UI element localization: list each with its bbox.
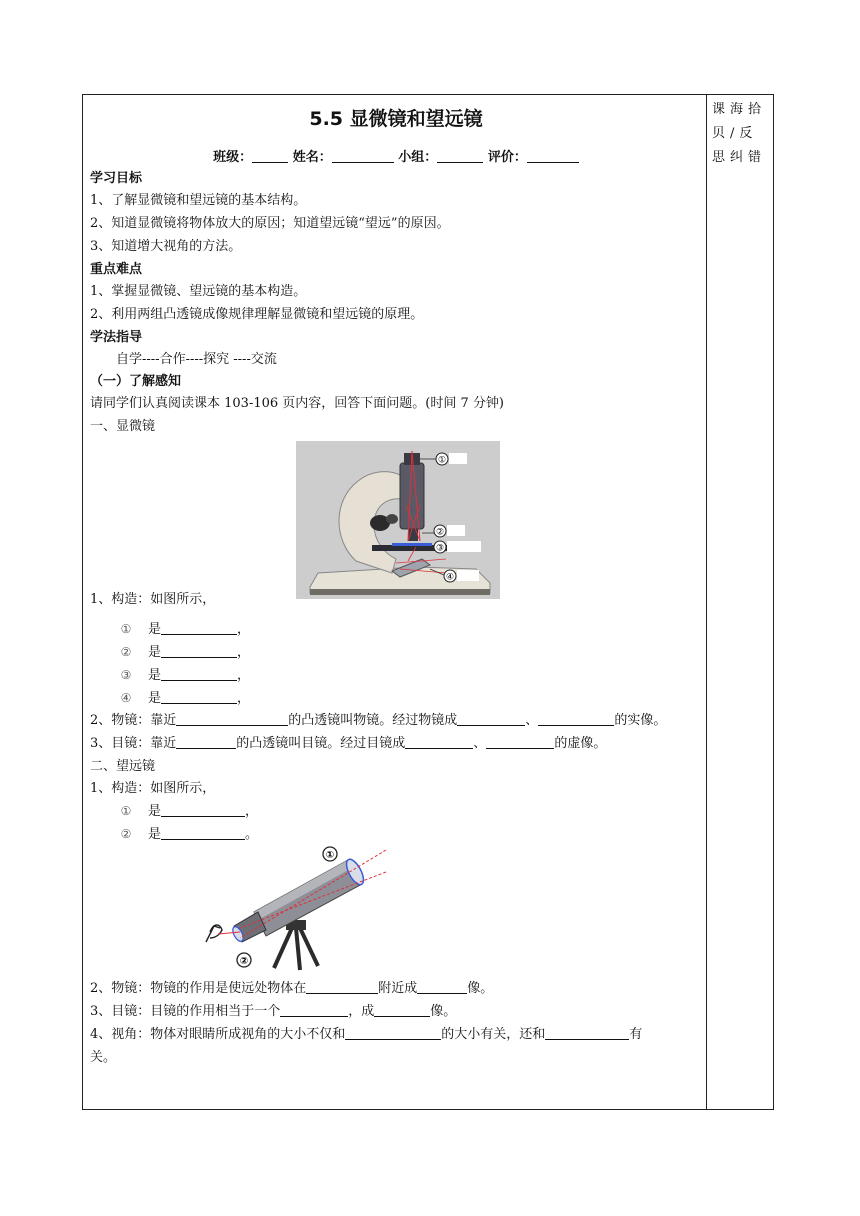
group-blank[interactable] xyxy=(437,150,483,163)
method-text: 自学----合作----探究 ----交流 xyxy=(116,352,277,367)
item-number: ① xyxy=(120,622,132,636)
class-label: 班级： xyxy=(213,150,253,165)
text-segment: 的实像。 xyxy=(614,713,667,728)
telescope-angle-tail: 关。 xyxy=(90,1050,117,1065)
name-blank[interactable] xyxy=(332,150,394,163)
column-divider xyxy=(706,94,707,1110)
item-number: ③ xyxy=(120,668,132,682)
method-heading: 学法指导 xyxy=(90,330,143,345)
item-number: ② xyxy=(120,827,132,841)
answer-blank[interactable] xyxy=(280,1004,348,1017)
answer-blank[interactable] xyxy=(486,736,554,749)
item-text: 是 xyxy=(148,827,162,842)
microscope-heading: 一、显微镜 xyxy=(90,419,156,434)
answer-blank[interactable] xyxy=(161,622,237,635)
text-segment: 的凸透镜叫目镜。经过目镜成 xyxy=(236,736,406,751)
microscope-structure-label: 1、构造：如图所示， xyxy=(90,592,216,607)
answer-blank[interactable] xyxy=(545,1027,629,1040)
telescope-angle-line xyxy=(90,1023,642,1042)
answer-blank[interactable] xyxy=(176,736,236,749)
keypoint-item: 1、掌握显微镜、望远镜的基本构造。 xyxy=(90,284,307,299)
telescope-callout-label: ① xyxy=(325,850,335,861)
item-number: ② xyxy=(120,645,132,659)
microscope-item: ④ 是 ， xyxy=(118,687,250,706)
objective-item: 3、知道增大视角的方法。 xyxy=(90,239,242,254)
answer-blank[interactable] xyxy=(161,668,237,681)
text-segment: 的大小有关，还和 xyxy=(441,1027,546,1042)
text-segment: 的虚像。 xyxy=(554,736,607,751)
part1-instruction: 请同学们认真阅读课本 103-106 页内容，回答下面问题。(时间 7 分钟) xyxy=(90,396,504,411)
text-segment: 、 xyxy=(473,736,487,751)
text-segment: 3、目镜：目镜的作用相当于一个 xyxy=(90,1004,281,1019)
objective-item: 1、了解显微镜和望远镜的基本结构。 xyxy=(90,193,307,208)
microscope-callout-label: ③ xyxy=(435,543,445,554)
part1-heading: （一）了解感知 xyxy=(90,374,182,389)
eval-blank[interactable] xyxy=(527,150,579,163)
text-segment: 、 xyxy=(525,713,539,728)
answer-blank[interactable] xyxy=(538,713,614,726)
answer-blank[interactable] xyxy=(345,1027,441,1040)
student-info-line xyxy=(90,146,702,165)
text-segment: 像。 xyxy=(467,981,494,996)
item-text: 是 xyxy=(148,804,162,819)
answer-blank[interactable] xyxy=(405,736,473,749)
microscope-item: ② 是 ， xyxy=(118,641,250,660)
telescope-eyepiece-line xyxy=(90,1000,456,1019)
answer-blank[interactable] xyxy=(306,981,378,994)
sidebar-note: 课海拾贝/反思纠错 xyxy=(712,102,767,165)
text-segment: 3、目镜：靠近 xyxy=(90,736,177,751)
class-blank[interactable] xyxy=(252,150,288,163)
text-segment: 的凸透镜叫物镜。经过物镜成 xyxy=(288,713,458,728)
microscope-figure xyxy=(296,441,500,599)
item-text: 是 xyxy=(148,645,162,660)
telescope-heading: 二、望远镜 xyxy=(90,759,156,774)
telescope-structure-label: 1、构造：如图所示， xyxy=(90,781,216,796)
item-number: ① xyxy=(120,804,132,818)
answer-blank[interactable] xyxy=(161,645,237,658)
item-text: 是 xyxy=(148,668,162,683)
name-label: 姓名： xyxy=(292,150,332,165)
text-segment: 2、物镜：物镜的作用是使远处物体在 xyxy=(90,981,307,996)
text-segment: 像。 xyxy=(430,1004,457,1019)
answer-blank[interactable] xyxy=(161,691,237,704)
microscope-callout-label: ① xyxy=(437,455,447,466)
answer-blank[interactable] xyxy=(417,981,467,994)
telescope-callout-label: ② xyxy=(239,956,249,967)
text-segment: 2、物镜：靠近 xyxy=(90,713,177,728)
telescope-illustration xyxy=(196,842,396,972)
item-text: 是 xyxy=(148,622,162,637)
answer-blank[interactable] xyxy=(161,804,245,817)
text-segment: 有 xyxy=(629,1027,643,1042)
telescope-figure xyxy=(196,842,396,972)
objectives-heading: 学习目标 xyxy=(90,171,143,186)
keypoints-heading: 重点难点 xyxy=(90,262,143,277)
microscope-item: ① 是 ， xyxy=(118,618,250,637)
page-title: 5.5 显微镜和望远镜 xyxy=(309,108,483,130)
answer-blank[interactable] xyxy=(457,713,525,726)
telescope-objective-line xyxy=(90,977,493,996)
item-number: ④ xyxy=(120,691,132,705)
microscope-callout-label: ④ xyxy=(445,572,455,583)
objective-item: 2、知道显微镜将物体放大的原因；知道望远镜“望远”的原因。 xyxy=(90,216,450,231)
text-segment: ， xyxy=(245,804,259,819)
answer-blank[interactable] xyxy=(161,827,245,840)
microscope-illustration xyxy=(296,441,500,599)
text-segment: 附近成 xyxy=(378,981,418,996)
group-label: 小组： xyxy=(398,150,438,165)
keypoint-item: 2、利用两组凸透镜成像规律理解显微镜和望远镜的原理。 xyxy=(90,307,424,322)
answer-blank[interactable] xyxy=(176,713,288,726)
telescope-item xyxy=(118,823,258,842)
text-segment: 。 xyxy=(245,827,259,842)
microscope-objective-line xyxy=(90,709,666,728)
microscope-callout-label: ② xyxy=(435,527,445,538)
microscope-item: ③ 是 ， xyxy=(118,664,250,683)
eval-label: 评价： xyxy=(487,150,527,165)
telescope-item xyxy=(118,800,258,819)
answer-blank[interactable] xyxy=(374,1004,430,1017)
text-segment: 4、视角：物体对眼睛所成视角的大小不仅和 xyxy=(90,1027,346,1042)
microscope-eyepiece-line xyxy=(90,732,606,751)
item-text: 是 xyxy=(148,691,162,706)
text-segment: ，成 xyxy=(348,1004,375,1019)
